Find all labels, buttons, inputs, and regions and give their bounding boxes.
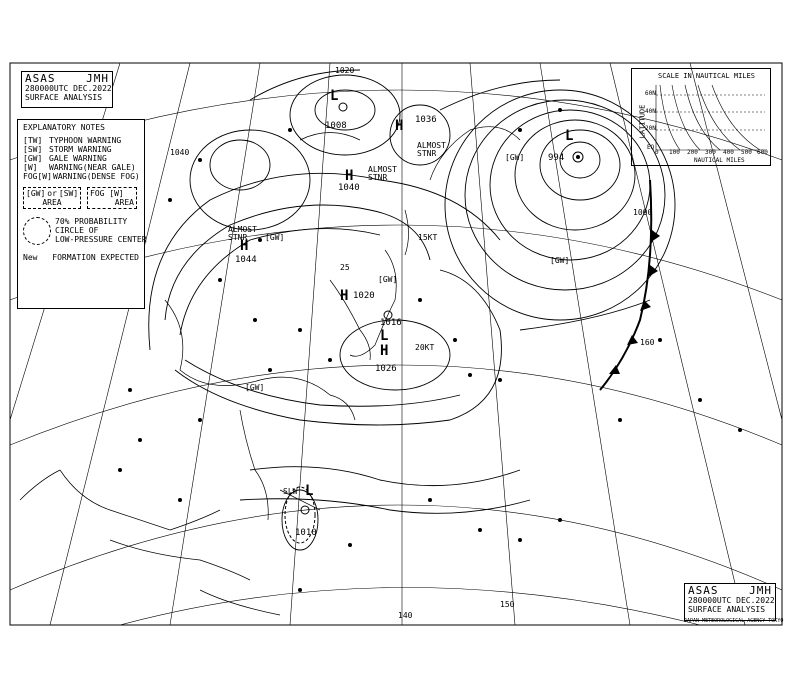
fog-warning: FOG [W] xyxy=(90,189,124,198)
stationary-label: STNR xyxy=(368,173,388,182)
legend-code: [SW] xyxy=(23,145,43,154)
agency-credit: JAPAN METEOROLOGICAL AGENCY TOKYO xyxy=(684,618,784,624)
footer-title: SURFACE ANALYSIS xyxy=(688,605,766,614)
probability-line: 70% PROBABILITY xyxy=(55,217,128,226)
stationary-label: STNR xyxy=(417,149,437,158)
system-value: 1020 xyxy=(353,291,375,301)
legend-label: STORM WARNING xyxy=(49,145,112,154)
scale-title: SCALE IN NAUTICAL MILES xyxy=(658,72,755,80)
low-letter: L xyxy=(330,88,339,104)
scale-panel xyxy=(631,68,771,166)
footer-product: ASAS xyxy=(688,584,719,597)
scale-xlabel: NAUTICAL MILES xyxy=(694,157,745,164)
legend-code: FOG[W] xyxy=(23,172,52,181)
longitude-label: 160 xyxy=(640,338,655,347)
nm-tick: 400 xyxy=(723,149,734,156)
high-letter: H xyxy=(240,238,249,254)
lat-tick: 60N xyxy=(645,90,656,97)
stationary-label: ALMOST xyxy=(368,165,397,174)
isobars xyxy=(149,70,675,550)
header-time: 280000UTC DEC.2022 xyxy=(25,84,112,93)
header-source: JMH xyxy=(86,72,109,85)
low-letter: L xyxy=(380,328,389,344)
footer-time: 280000UTC DEC.2022 xyxy=(688,596,775,605)
longitude-label: 150 xyxy=(500,600,515,609)
probability-circle-icon xyxy=(23,217,51,245)
legend-label: WARNING(NEAR GALE) xyxy=(49,163,136,172)
nm-tick: 300 xyxy=(705,149,716,156)
system-value: 1040 xyxy=(338,183,360,193)
legend-code: [TW] xyxy=(23,136,43,145)
nm-tick: 0 xyxy=(655,149,659,156)
speed-label: 20KT xyxy=(415,343,435,352)
high-letter: H xyxy=(340,288,349,304)
header-title: SURFACE ANALYSIS xyxy=(25,93,103,102)
legend-label: GALE WARNING xyxy=(49,154,107,163)
high-letter: H xyxy=(380,343,389,359)
system-value: 1044 xyxy=(235,255,257,265)
nm-tick: 500 xyxy=(741,149,752,156)
legend-label: WARNING(DENSE FOG) xyxy=(53,172,140,181)
gale-warning-label: [GW] xyxy=(550,256,570,265)
isobar-label: 1020 xyxy=(335,66,355,75)
system-value: 1010 xyxy=(295,528,317,538)
speed-label: 25 xyxy=(340,263,350,272)
warning-area-sample xyxy=(23,187,81,209)
system-value: 1036 xyxy=(415,115,437,125)
new-label: FORMATION EXPECTED xyxy=(52,253,139,262)
isobar-label: 1000 xyxy=(633,208,653,217)
isobar-label: 1040 xyxy=(170,148,190,157)
header-product: ASAS xyxy=(25,72,56,85)
chart-footer xyxy=(684,583,776,621)
gale-warning-label: [GW] xyxy=(265,233,285,242)
fog-area-sample xyxy=(87,187,137,209)
nm-tick: 200 xyxy=(687,149,698,156)
lat-tick: 40N xyxy=(645,108,656,115)
nm-tick: 600 xyxy=(757,149,768,156)
lat-tick: EQ xyxy=(647,144,655,151)
stationary-label: ALMOST xyxy=(228,225,257,234)
fog-area-word: AREA xyxy=(114,198,134,207)
legend-panel xyxy=(17,119,145,309)
high-letter: H xyxy=(345,168,354,184)
gale-warning-label: [GW] xyxy=(505,153,525,162)
pressure-systems xyxy=(240,88,573,499)
low-letter: L xyxy=(305,483,314,499)
system-value: 1016 xyxy=(380,318,402,328)
gale-warning-label: [GW] xyxy=(378,275,398,284)
legend-label: TYPHOON WARNING xyxy=(49,136,122,145)
high-letter: H xyxy=(395,118,404,134)
gale-warning-label: [GW] xyxy=(245,383,265,392)
stationary-label: ALMOST xyxy=(417,141,446,150)
lat-tick: 20N xyxy=(645,125,656,132)
system-value: 1008 xyxy=(325,121,347,131)
area-word: AREA xyxy=(42,198,62,207)
area-or: or xyxy=(47,189,57,198)
area-sw: [SW] xyxy=(58,189,79,198)
legend-title: EXPLANATORY NOTES xyxy=(23,123,105,132)
nm-tick: 100 xyxy=(669,149,680,156)
system-value: 1026 xyxy=(375,364,397,374)
system-value: 994 xyxy=(548,153,565,163)
low-letter: L xyxy=(565,128,574,144)
chart-header xyxy=(21,71,113,108)
legend-code: [W] xyxy=(23,163,38,172)
new-word: New xyxy=(23,253,38,262)
speed-label: 15KT xyxy=(418,233,438,242)
footer-source: JMH xyxy=(749,584,772,597)
slow-label: SLW xyxy=(283,487,298,496)
scale-ylabel: LATITUDE xyxy=(638,104,647,139)
stationary-label: STNR xyxy=(228,233,248,242)
longitude-label: 140 xyxy=(398,611,413,620)
probability-line: LOW-PRESSURE CENTER xyxy=(55,235,147,244)
probability-line: CIRCLE OF xyxy=(55,226,99,235)
area-gw: [GW] xyxy=(26,189,46,198)
low-centers xyxy=(285,103,583,543)
legend-code: [GW] xyxy=(23,154,43,163)
